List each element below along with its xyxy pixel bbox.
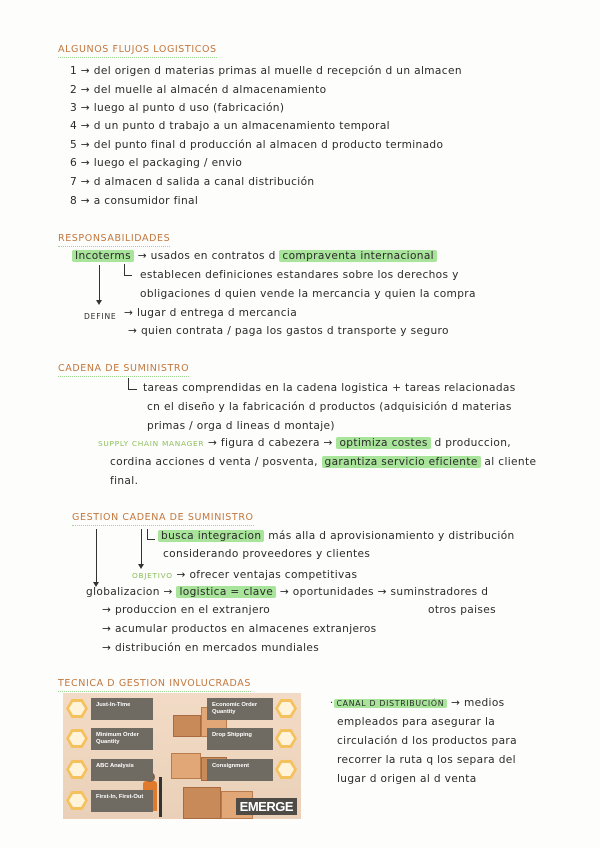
- emerge-logo: EMERGE: [236, 798, 297, 815]
- define-item-2: → quien contrata / paga los gastos d transporte y seguro: [128, 325, 449, 337]
- otros-paises: otros paises: [428, 604, 497, 616]
- canal-line-4: recorrer la ruta q los separa del: [337, 754, 516, 766]
- busca-integracion-highlight: busca integracion: [158, 530, 264, 542]
- incoterms-highlight: Incoterms: [72, 250, 134, 262]
- hex-icon: [275, 760, 297, 779]
- globalizacion-sub-2: → acumular productos en almacenes extranjeros: [102, 623, 377, 635]
- define-tag: DEFINE: [84, 312, 117, 321]
- globalizacion-start: globalizacion →: [86, 586, 173, 598]
- globalizacion-sub-1: → produccion en el extranjero: [102, 604, 271, 616]
- hex-icon: [66, 699, 88, 718]
- flujo-item-1: 1 → del origen d materias primas al muelle d recepción d un almacen: [70, 65, 462, 77]
- canal-distribucion-highlight: CANAL D DISTRIBUCIÓN: [334, 699, 448, 708]
- box-graphic: [183, 787, 221, 819]
- cadena-line-5-start: cordina acciones d venta / posventa,: [110, 456, 318, 468]
- objetivo-line: [132, 569, 357, 581]
- flujo-item-2: 2 → del muelle al almacén d almacenamiento: [70, 84, 327, 96]
- section-heading-cadena: CADENA DE SUMINISTRO: [58, 363, 189, 377]
- logistica-clave-highlight: logistica = clave: [176, 586, 276, 598]
- garantiza-servicio-highlight: garantiza servicio eficiente: [322, 456, 481, 468]
- objetivo-tag: OBJETIVO: [132, 571, 173, 580]
- label-abc-analysis: ABC Analysis: [91, 759, 153, 781]
- connector-line: [128, 389, 137, 390]
- globalizacion-end: → oportunidades → suminstradores d: [279, 586, 489, 598]
- label-consignment: Consignment: [207, 759, 273, 781]
- cadena-line-2: cn el diseño y la fabricación d productos (adquisición d materias: [147, 401, 512, 413]
- label-just-in-time: Just-In-Time: [91, 698, 153, 720]
- connector-line: [124, 264, 125, 275]
- gestion-line-2: considerando proveedores y clientes: [163, 548, 371, 560]
- incoterms-mid: → usados en contratos d: [137, 250, 276, 262]
- section-heading-gestion: GESTION CADENA DE SUMINISTRO: [72, 512, 254, 526]
- optimiza-costes-highlight: optimiza costes: [336, 437, 430, 449]
- label-economic-order-quantity: Economic Order Quantity: [207, 698, 273, 720]
- section-heading-responsabilidades: RESPONSABILIDADES: [58, 233, 170, 247]
- section-heading-tecnica: TECNICA D GESTION INVOLUCRADAS: [58, 678, 251, 692]
- flujo-item-3: 3 → luego al punto d uso (fabricación): [70, 102, 285, 114]
- label-drop-shipping: Drop Shipping: [207, 728, 273, 750]
- supply-chain-manager-tag: SUPPLY CHAIN MANAGER: [98, 439, 205, 448]
- incoterms-line: [72, 250, 437, 262]
- handtruck-graphic: [159, 777, 162, 817]
- manager-mid: → figura d cabezera →: [207, 437, 333, 449]
- flujo-item-6: 6 → luego el packaging / envio: [70, 157, 243, 169]
- box-graphic: [171, 753, 201, 779]
- canal-line-5: lugar d origen al d venta: [337, 773, 477, 785]
- globalizacion-sub-3: → distribución en mercados mundiales: [102, 642, 320, 654]
- connector-line: [147, 539, 155, 540]
- inventory-techniques-infographic: [63, 693, 301, 819]
- connector-line: [96, 529, 97, 583]
- connector-line: [141, 529, 142, 565]
- canal-line-1: · CANAL D DISTRIBUCIÓN → medios: [330, 697, 505, 709]
- flujo-item-8: 8 → a consumidor final: [70, 195, 199, 207]
- hex-icon: [275, 699, 297, 718]
- canal-line-1-end: → medios: [451, 697, 505, 709]
- hex-icon: [66, 729, 88, 748]
- flujo-item-7: 7 → d almacen d salida a canal distribución: [70, 176, 315, 188]
- cadena-line-3: primas / orga d lineas d montaje): [147, 420, 335, 432]
- supply-chain-manager-line: [98, 437, 511, 449]
- label-minimum-order-quantity: Minimum Order Quantity: [91, 728, 153, 750]
- hex-icon: [275, 729, 297, 748]
- connector-line: [124, 275, 132, 276]
- flujo-item-5: 5 → del punto final d producción al almacen d producto terminado: [70, 139, 444, 151]
- objetivo-text: → ofrecer ventajas competitivas: [176, 569, 358, 581]
- canal-line-3: circulación d los productos para: [337, 735, 517, 747]
- hex-icon: [66, 760, 88, 779]
- connector-line: [128, 378, 129, 389]
- manager-end: d produccion,: [434, 437, 512, 449]
- hex-icon: [66, 791, 88, 810]
- cadena-line-6: final.: [110, 475, 139, 487]
- label-first-in-first-out: First-In, First-Out: [91, 790, 153, 812]
- connector-arrow: [96, 300, 102, 305]
- gestion-line-1-rest: más alla d aprovisionamiento y distribución: [268, 530, 515, 542]
- cadena-line-1: tareas comprendidas en la cadena logistica + tareas relacionadas: [143, 382, 516, 394]
- cadena-line-5: [110, 456, 536, 468]
- section-heading-flujos: ALGUNOS FLUJOS LOGISTICOS: [58, 44, 217, 58]
- connector-line: [99, 265, 100, 301]
- responsabilidades-line-2: establecen definiciones estandares sobre los derechos y: [140, 269, 459, 281]
- globalizacion-line: [86, 586, 488, 598]
- compraventa-highlight: compraventa internacional: [279, 250, 437, 262]
- cadena-line-5-end: al cliente: [484, 456, 537, 468]
- flujo-item-4: 4 → d un punto d trabajo a un almacenamiento temporal: [70, 120, 390, 132]
- responsabilidades-line-3: obligaciones d quien vende la mercancia y quien la compra: [140, 288, 476, 300]
- gestion-line-1: [158, 530, 515, 542]
- canal-line-2: empleados para asegurar la: [337, 716, 496, 728]
- define-item-1: → lugar d entrega d mercancia: [124, 307, 298, 319]
- box-graphic: [173, 715, 201, 737]
- connector-line: [147, 529, 148, 539]
